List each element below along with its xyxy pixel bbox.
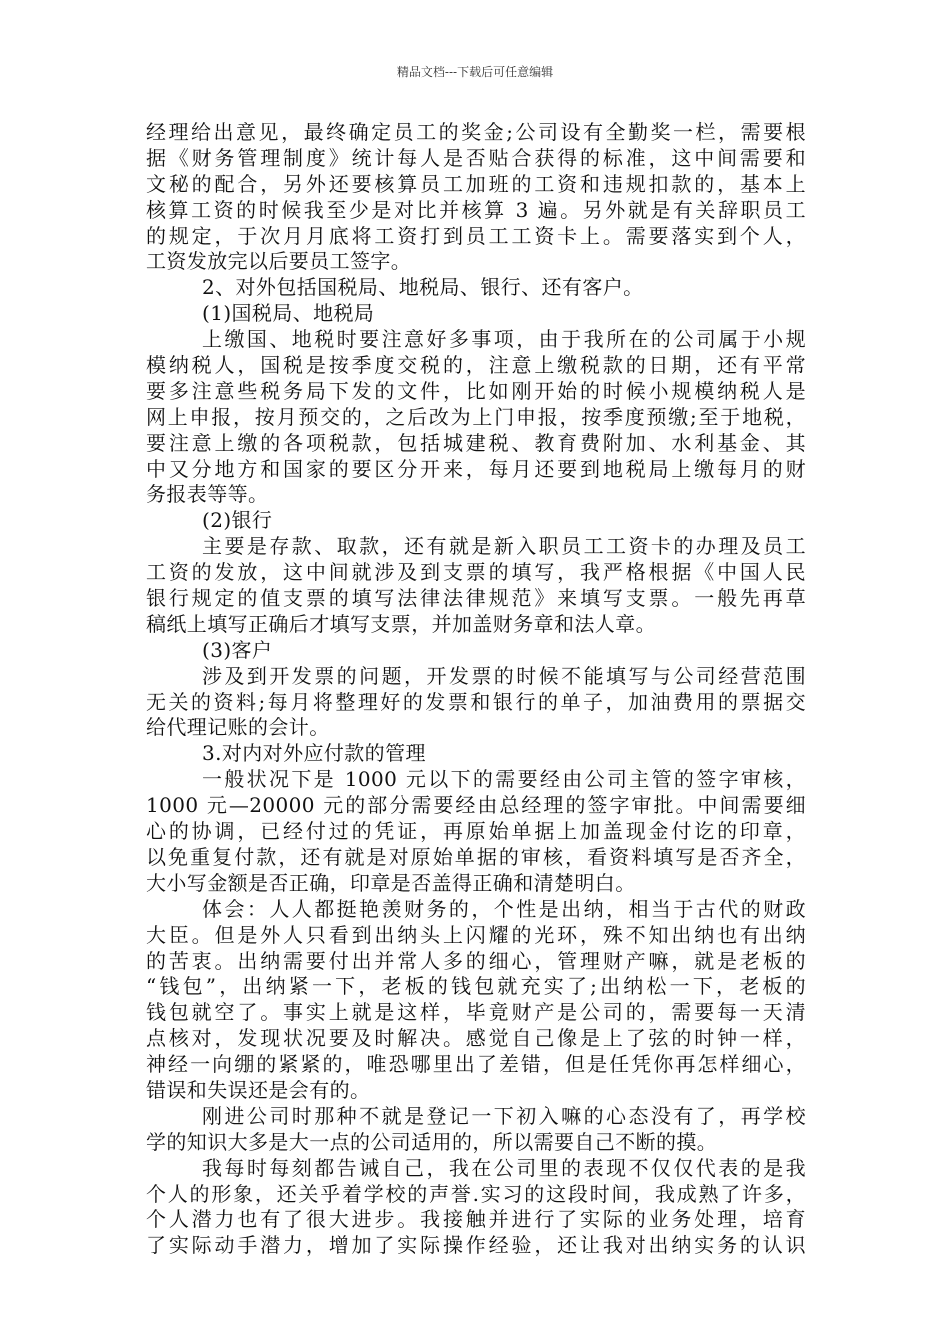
text-line: 核算工资的时候我至少是对比并核算 3 遍。另外就是有关辞职员工 <box>146 197 806 222</box>
text-line: 的苦衷。出纳需要付出并常人多的细心，管理财产嘛，就是老板的 <box>146 948 806 973</box>
text-line: 无关的资料;每月将整理好的发票和银行的单子，加油费用的票据交 <box>146 689 806 714</box>
text-line: 据《财务管理制度》统计每人是否贴合获得的标准，这中间需要和 <box>146 145 806 170</box>
text-line: 大臣。但是外人只看到出纳头上闪耀的光环，殊不知出纳也有出纳 <box>146 922 806 947</box>
text-line: 经理给出意见，最终确定员工的奖金;公司设有全勤奖一栏，需要根 <box>146 120 806 144</box>
text-line: 2、对外包括国税局、地税局、银行、还有客户。 <box>202 275 644 300</box>
text-line: (3)客户 <box>202 637 273 662</box>
text-line: 学的知识大多是大一点的公司适用的，所以需要自己不断的摸。 <box>146 1129 718 1154</box>
text-line: 涉及到开发票的问题，开发票的时候不能填写与公司经营范围 <box>202 663 806 688</box>
text-line: 务报表等等。 <box>146 482 269 507</box>
text-line: 要多注意些税务局下发的文件，比如刚开始的时候小规模纳税人是 <box>146 378 806 403</box>
text-line: 一般状况下是 1000 元以下的需要经由公司主管的签字审核， <box>202 767 806 792</box>
text-line: 个人潜力也有了很大进步。我接触并进行了实际的业务处理，培育 <box>146 1207 806 1232</box>
text-line: 模纳税人，国税是按季度交税的，注意上缴税款的日期，还有平常 <box>146 353 806 378</box>
text-line: 了实际动手潜力，增加了实际操作经验，还让我对出纳实务的认识 <box>146 1233 806 1258</box>
text-line: 网上申报，按月预交的，之后改为上门申报，按季度预缴;至于地税， <box>146 404 806 429</box>
text-line: 个人的形象，还关乎着学校的声誉.实习的这段时间，我成熟了许多， <box>146 1181 806 1206</box>
text-line: 工资的发放，这中间就涉及到支票的填写，我严格根据《中国人民 <box>146 560 806 585</box>
text-line: 我每时每刻都告诫自己，我在公司里的表现不仅仅代表的是我 <box>202 1155 806 1180</box>
text-line: 银行规定的值支票的填写法律法律规范》来填写支票。一般先再草 <box>146 586 806 611</box>
text-line: 主要是存款、取款，还有就是新入职员工工资卡的办理及员工 <box>202 534 806 559</box>
text-line: 点核对，发现状况要及时解决。感觉自己像是上了弦的时钟一样， <box>146 1026 806 1051</box>
text-line: 以免重复付款，还有就是对原始单据的审核，看资料填写是否齐全， <box>146 844 806 869</box>
text-line: (1)国税局、地税局 <box>202 301 375 326</box>
text-line: (2)银行 <box>202 508 273 533</box>
text-line: 刚进公司时那种不就是登记一下初入嘛的心态没有了，再学校 <box>202 1103 806 1128</box>
text-line: 钱包就空了。事实上就是这样，毕竟财产是公司的，需要每一天清 <box>146 1000 806 1025</box>
text-line: 的规定，于次月月底将工资打到员工工资卡上。需要落实到个人， <box>146 223 806 248</box>
text-line: 大小写金额是否正确，印章是否盖得正确和清楚明白。 <box>146 870 636 895</box>
page-header: 精品文档---下载后可任意编辑 <box>396 65 554 79</box>
text-line: 工资发放完以后要员工签字。 <box>146 249 412 274</box>
text-line: 心的协调，已经付过的凭证，再原始单据上加盖现金付讫的印章， <box>146 819 806 844</box>
text-line: 文秘的配合，另外还要核算员工加班的工资和违规扣款的，基本上 <box>146 171 806 196</box>
document-body <box>146 120 806 1259</box>
text-line: 神经一向绷的紧紧的，唯恐哪里出了差错，但是任凭你再怎样细心， <box>146 1052 806 1077</box>
text-line: 稿纸上填写正确后才填写支票，并加盖财务章和法人章。 <box>146 611 656 636</box>
text-line: “钱包”，出纳紧一下，老板的钱包就充实了;出纳松一下，老板的 <box>146 974 806 999</box>
text-line: 体会：人人都挺艳羡财务的，个性是出纳，相当于古代的财政 <box>202 896 806 921</box>
text-line: 上缴国、地税时要注意好多事项，由于我所在的公司属于小规 <box>202 327 806 352</box>
text-line: 3.对内对外应付款的管理 <box>202 741 426 766</box>
text-line: 要注意上缴的各项税款，包括城建税、教育费附加、水利基金、其 <box>146 430 806 455</box>
text-line: 1000 元—20000 元的部分需要经由总经理的签字审批。中间需要细 <box>146 793 806 818</box>
text-line: 中又分地方和国家的要区分开来，每月还要到地税局上缴每月的财 <box>146 456 806 481</box>
text-line: 错误和失误还是会有的。 <box>146 1077 371 1102</box>
text-line: 给代理记账的会计。 <box>146 715 330 740</box>
